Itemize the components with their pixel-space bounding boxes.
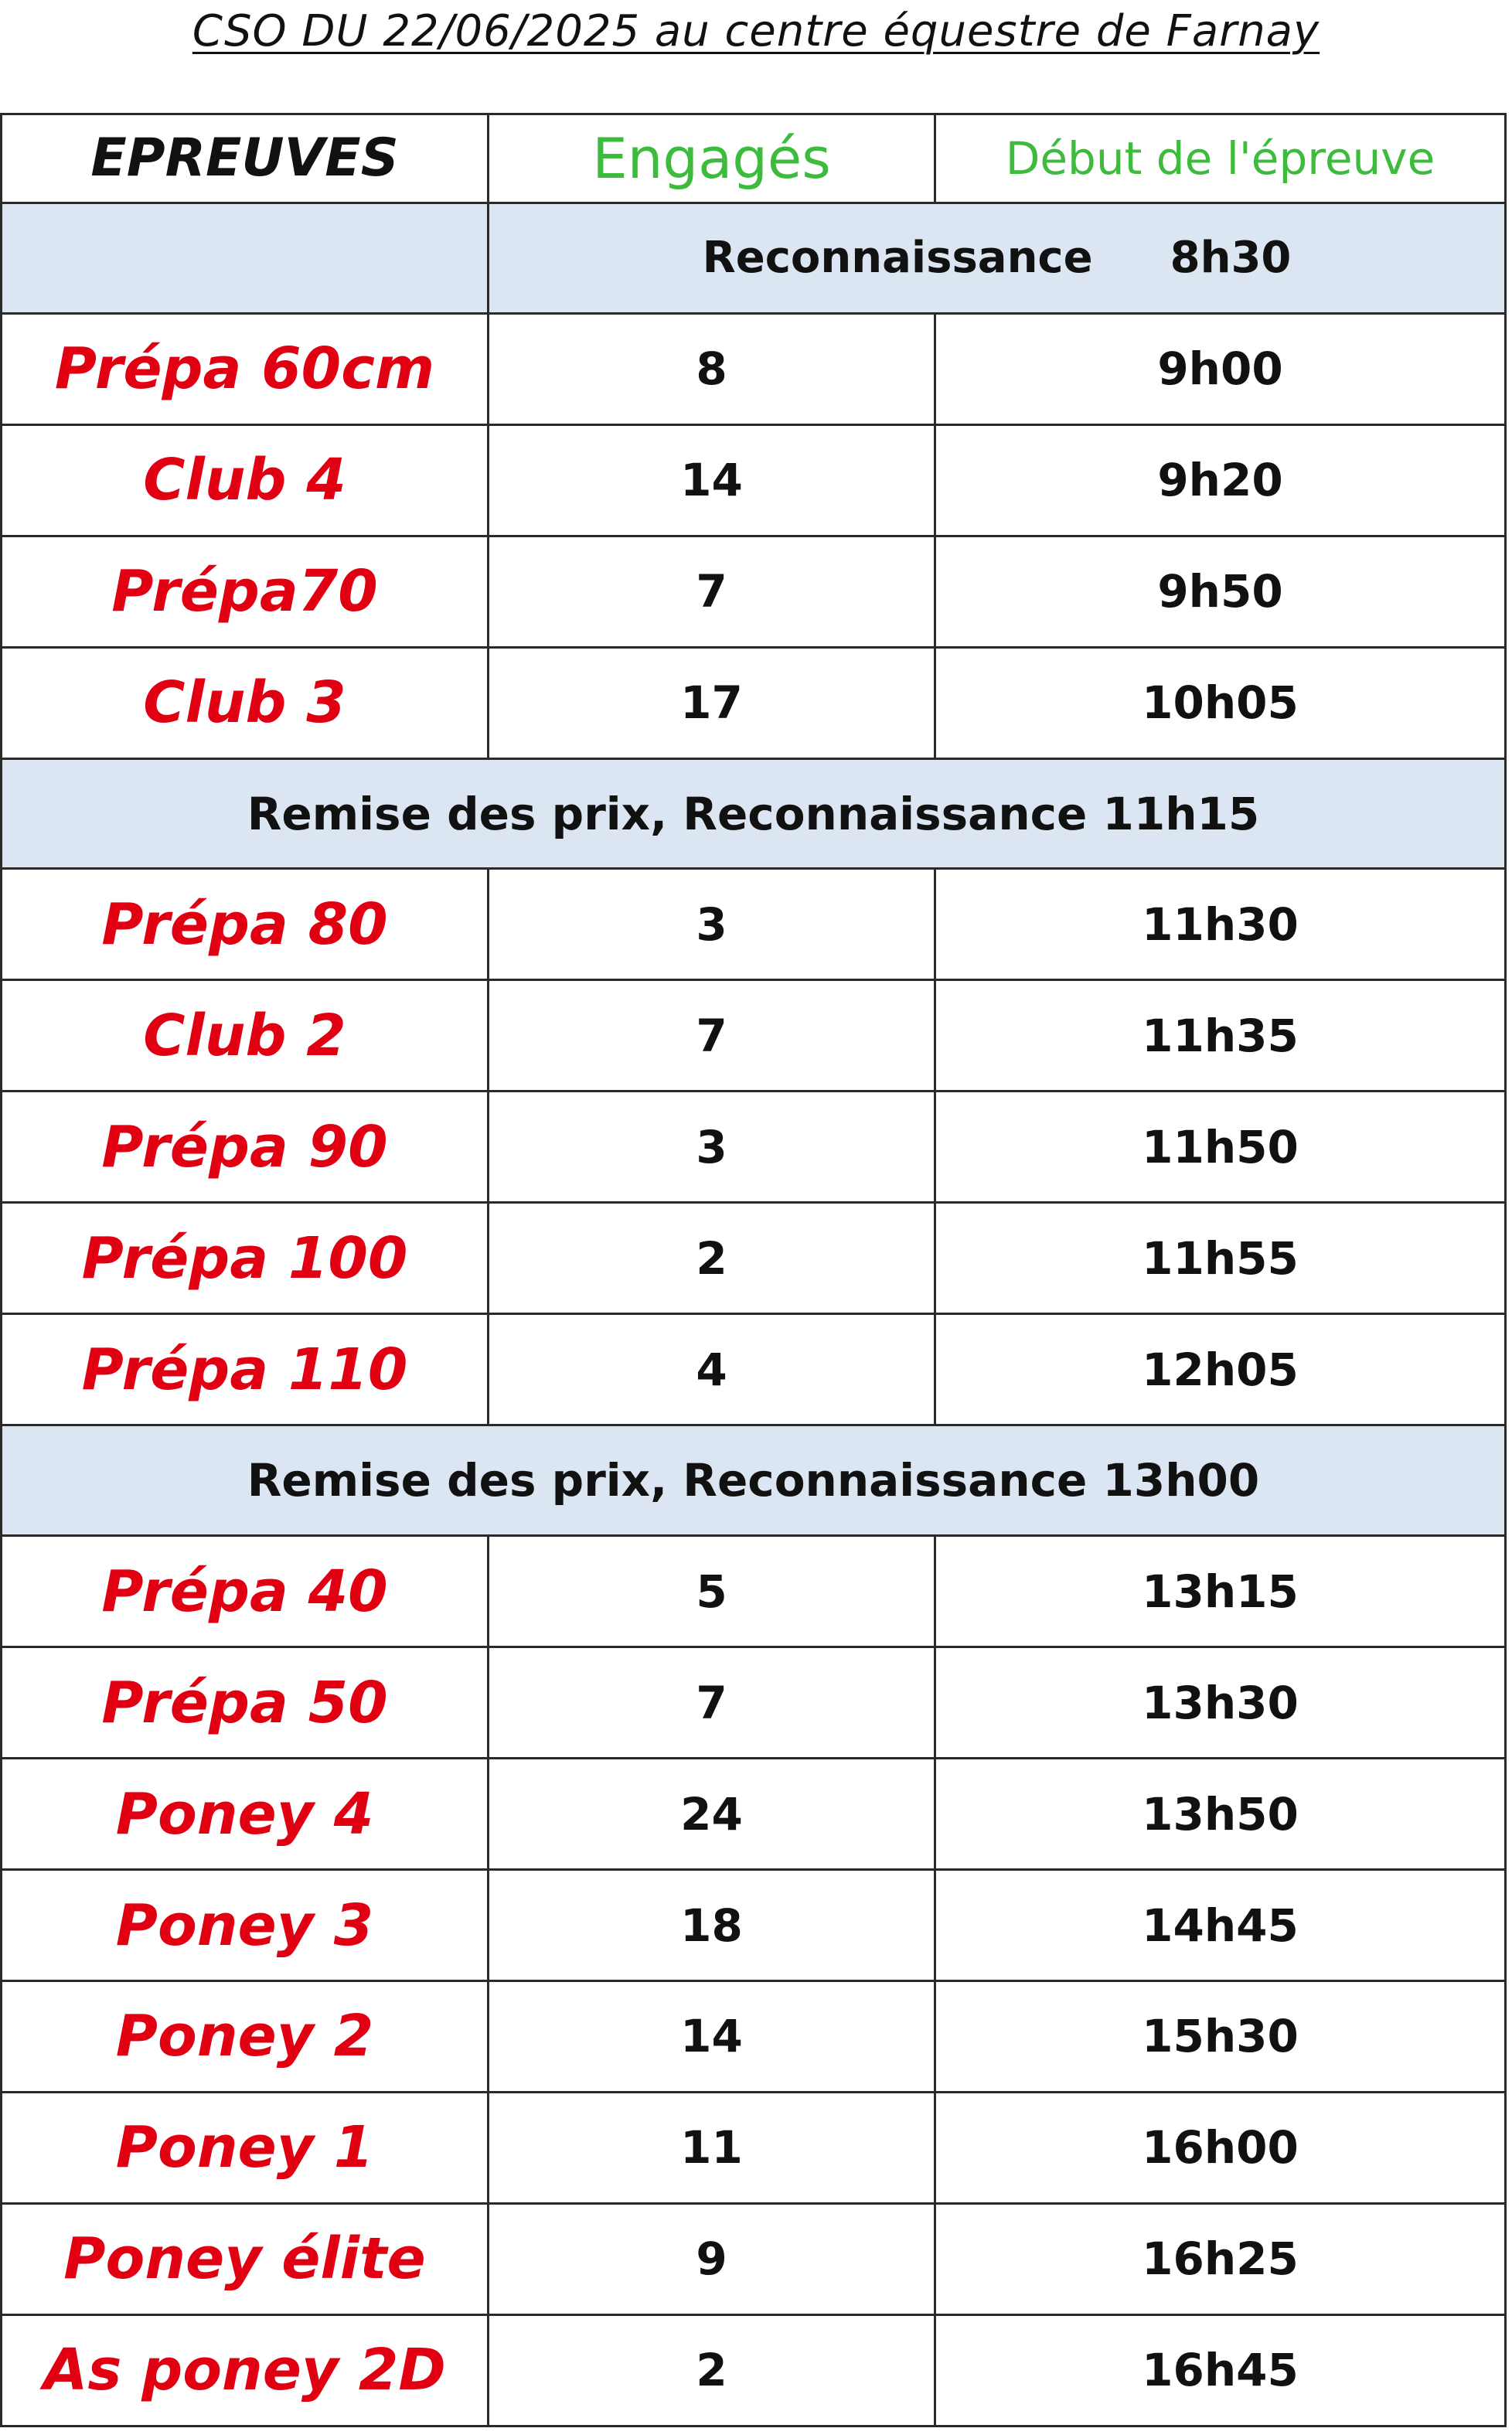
engages-count: 2 bbox=[489, 1203, 935, 1314]
section-text: Remise des prix, Reconnaissance 11h15 bbox=[2, 758, 1506, 869]
start-time: 9h00 bbox=[935, 313, 1506, 424]
table-row bbox=[2, 1759, 1506, 1870]
table-row bbox=[2, 2092, 1506, 2203]
event-name: Club 2 bbox=[2, 980, 489, 1091]
table-row bbox=[2, 1203, 1506, 1314]
table-row bbox=[2, 424, 1506, 536]
section-reconnaissance bbox=[489, 203, 1506, 313]
engages-count: 5 bbox=[489, 1536, 935, 1647]
engages-count: 4 bbox=[489, 1314, 935, 1425]
engages-count: 2 bbox=[489, 2314, 935, 2426]
start-time: 9h50 bbox=[935, 536, 1506, 647]
event-name: Prépa 80 bbox=[2, 869, 489, 980]
start-time: 16h45 bbox=[935, 2314, 1506, 2426]
engages-count: 24 bbox=[489, 1759, 935, 1870]
event-name: Prépa 90 bbox=[2, 1091, 489, 1203]
engages-count: 8 bbox=[489, 313, 935, 424]
start-time: 10h05 bbox=[935, 647, 1506, 758]
header-epreuves: EPREUVES bbox=[2, 114, 489, 203]
table-row bbox=[2, 1536, 1506, 1647]
engages-count: 9 bbox=[489, 2203, 935, 2314]
start-time: 13h30 bbox=[935, 1647, 1506, 1759]
start-time: 11h50 bbox=[935, 1091, 1506, 1203]
table-row bbox=[2, 1981, 1506, 2093]
event-name: Club 3 bbox=[2, 647, 489, 758]
start-time: 9h20 bbox=[935, 424, 1506, 536]
engages-count: 7 bbox=[489, 1647, 935, 1759]
event-name: Poney 4 bbox=[2, 1759, 489, 1870]
start-time: 15h30 bbox=[935, 1981, 1506, 2093]
start-time: 11h30 bbox=[935, 869, 1506, 980]
engages-count: 11 bbox=[489, 2092, 935, 2203]
table-row bbox=[2, 869, 1506, 980]
section-row-remise-2 bbox=[2, 1425, 1506, 1536]
event-name: Prépa 50 bbox=[2, 1647, 489, 1759]
engages-count: 18 bbox=[489, 1870, 935, 1981]
header-engages: Engagés bbox=[489, 114, 935, 203]
engages-count: 3 bbox=[489, 869, 935, 980]
table-row bbox=[2, 1314, 1506, 1425]
table-header-row bbox=[2, 114, 1506, 203]
table-row bbox=[2, 2203, 1506, 2314]
table-row bbox=[2, 1091, 1506, 1203]
engages-count: 3 bbox=[489, 1091, 935, 1203]
engages-count: 14 bbox=[489, 424, 935, 536]
start-time: 13h15 bbox=[935, 1536, 1506, 1647]
event-name: As poney 2D bbox=[2, 2314, 489, 2426]
start-time: 11h35 bbox=[935, 980, 1506, 1091]
start-time: 13h50 bbox=[935, 1759, 1506, 1870]
event-name: Prépa70 bbox=[2, 536, 489, 647]
event-name: Poney élite bbox=[2, 2203, 489, 2314]
table-row bbox=[2, 1647, 1506, 1759]
event-name: Poney 2 bbox=[2, 1981, 489, 2093]
page-title: CSO DU 22/06/2025 au centre équestre de Farnay bbox=[192, 6, 1320, 56]
header-debut: Début de l'épreuve bbox=[935, 114, 1506, 203]
section-empty-cell bbox=[2, 203, 489, 313]
section-row-remise-1 bbox=[2, 758, 1506, 869]
event-name: Prépa 60cm bbox=[2, 313, 489, 424]
engages-count: 7 bbox=[489, 536, 935, 647]
table-row bbox=[2, 313, 1506, 424]
table-row bbox=[2, 980, 1506, 1091]
event-name: Poney 3 bbox=[2, 1870, 489, 1981]
start-time: 14h45 bbox=[935, 1870, 1506, 1981]
event-name: Prépa 40 bbox=[2, 1536, 489, 1647]
event-name: Club 4 bbox=[2, 424, 489, 536]
start-time: 11h55 bbox=[935, 1203, 1506, 1314]
engages-count: 14 bbox=[489, 1981, 935, 2093]
engages-count: 17 bbox=[489, 647, 935, 758]
table-row bbox=[2, 2314, 1506, 2426]
section-time: 8h30 bbox=[1170, 233, 1292, 284]
engages-count: 7 bbox=[489, 980, 935, 1091]
event-name: Poney 1 bbox=[2, 2092, 489, 2203]
event-name: Prépa 100 bbox=[2, 1203, 489, 1314]
start-time: 12h05 bbox=[935, 1314, 1506, 1425]
table-row bbox=[2, 1870, 1506, 1981]
section-text: Remise des prix, Reconnaissance 13h00 bbox=[2, 1425, 1506, 1536]
schedule-table bbox=[0, 113, 1507, 2427]
start-time: 16h25 bbox=[935, 2203, 1506, 2314]
section-label: Reconnaissance bbox=[702, 233, 1093, 284]
section-row-reconnaissance bbox=[2, 203, 1506, 313]
table-row bbox=[2, 647, 1506, 758]
event-name: Prépa 110 bbox=[2, 1314, 489, 1425]
start-time: 16h00 bbox=[935, 2092, 1506, 2203]
table-row bbox=[2, 536, 1506, 647]
